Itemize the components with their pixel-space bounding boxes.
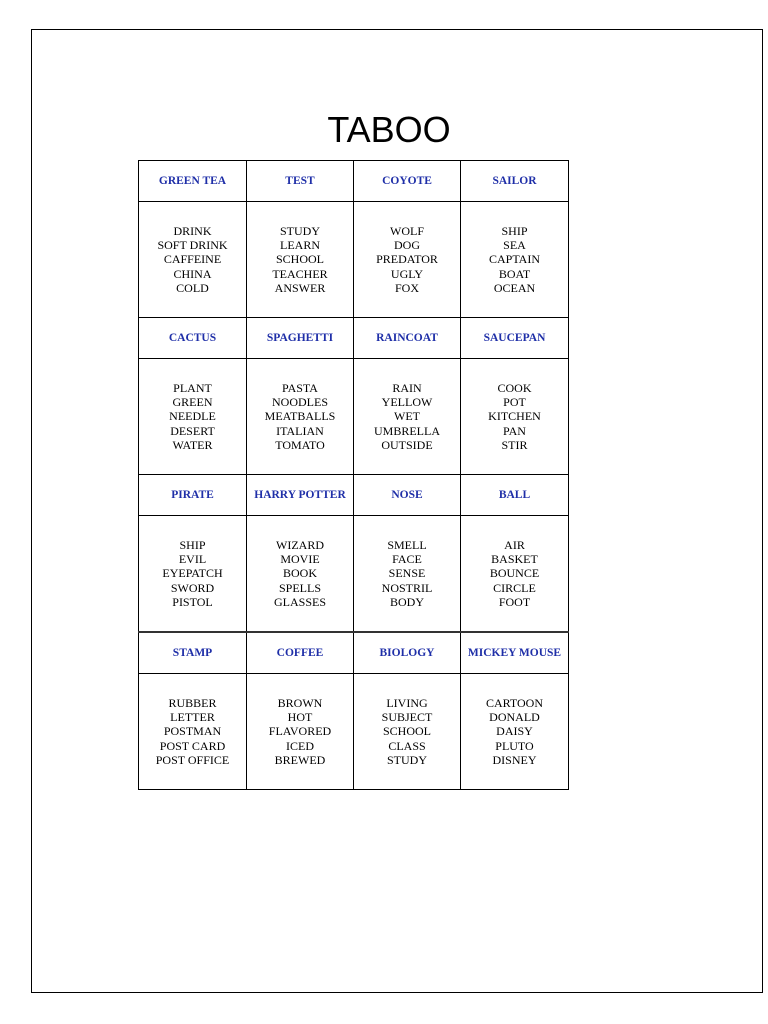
card-taboo-cell [461, 359, 569, 475]
taboo-word: BASKET [491, 552, 538, 567]
card-taboo-row [139, 674, 569, 790]
taboo-word-list [247, 224, 353, 295]
card-taboo-cell [247, 202, 354, 318]
taboo-word: POT [503, 395, 526, 410]
taboo-word: CARTOON [485, 695, 544, 710]
taboo-word: UGLY [390, 266, 424, 281]
card-taboo-row [139, 516, 569, 633]
taboo-word: CAFFEINE [163, 252, 222, 267]
taboo-word-list [247, 538, 353, 609]
guess-word: PIRATE [171, 489, 214, 501]
taboo-word: GLASSES [273, 594, 326, 609]
taboo-word-list [354, 224, 460, 295]
taboo-word-list [461, 696, 568, 767]
taboo-word: ITALIAN [276, 423, 324, 438]
taboo-word: DRINK [173, 223, 212, 238]
taboo-word: MOVIE [280, 552, 320, 567]
taboo-word: GREEN [172, 395, 213, 410]
taboo-word: POST OFFICE [155, 752, 230, 767]
taboo-word: RUBBER [168, 695, 217, 710]
taboo-word: POST CARD [159, 738, 226, 753]
taboo-word: LEARN [280, 238, 320, 253]
card-head-cell [461, 475, 569, 516]
card-head-cell [354, 475, 461, 516]
card-taboo-cell [247, 516, 354, 633]
taboo-word: FACE [392, 552, 422, 567]
taboo-word: DISNEY [492, 752, 537, 767]
taboo-word: SHIP [501, 223, 528, 238]
card-taboo-cell [247, 359, 354, 475]
taboo-word: UMBRELLA [374, 423, 440, 438]
taboo-word-list [354, 381, 460, 452]
card-taboo-cell [139, 359, 247, 475]
taboo-word: SPELLS [278, 580, 321, 595]
card-taboo-cell [461, 202, 569, 318]
taboo-word-list [354, 696, 460, 767]
taboo-word: HOT [287, 710, 313, 725]
taboo-word: PLANT [173, 380, 212, 395]
card-head-cell [247, 475, 354, 516]
taboo-word: BREWED [274, 752, 326, 767]
taboo-word: FOOT [498, 594, 531, 609]
taboo-word: BOOK [282, 566, 317, 581]
card-taboo-cell [139, 202, 247, 318]
taboo-word: WET [394, 409, 420, 424]
card-head-cell [354, 318, 461, 359]
guess-word: RAINCOAT [376, 332, 438, 344]
taboo-word: NOODLES [272, 395, 328, 410]
taboo-word: ICED [286, 738, 314, 753]
taboo-word: CIRCLE [493, 580, 536, 595]
guess-word: HARRY POTTER [254, 489, 346, 501]
taboo-word: SCHOOL [382, 724, 431, 739]
card-taboo-cell [247, 674, 354, 790]
taboo-word: SMELL [387, 537, 427, 552]
taboo-word: SWORD [170, 580, 215, 595]
taboo-word: STUDY [386, 752, 427, 767]
card-head-cell [139, 318, 247, 359]
taboo-word: EYEPATCH [162, 566, 223, 581]
taboo-word: CLASS [388, 738, 426, 753]
taboo-word: SHIP [179, 537, 206, 552]
taboo-word-list [139, 224, 246, 295]
taboo-word-list [247, 696, 353, 767]
taboo-word: OUTSIDE [381, 437, 433, 452]
taboo-word: DAISY [496, 724, 533, 739]
guess-word: GREEN TEA [158, 175, 227, 187]
taboo-word-list [139, 696, 246, 767]
card-head-cell [247, 161, 354, 202]
taboo-word: OCEAN [493, 280, 536, 295]
card-head-cell [354, 161, 461, 202]
taboo-word: LIVING [386, 695, 428, 710]
taboo-word: BOAT [498, 266, 531, 281]
guess-word: NOSE [391, 489, 423, 501]
card-head-cell [139, 632, 247, 674]
taboo-word: BOUNCE [489, 566, 540, 581]
taboo-word: TEACHER [272, 266, 328, 281]
taboo-word: STIR [501, 437, 528, 452]
card-head-cell [139, 475, 247, 516]
taboo-word: PASTA [282, 380, 318, 395]
taboo-word: CHINA [173, 266, 212, 281]
taboo-word: MEATBALLS [264, 409, 336, 424]
taboo-word: YELLOW [381, 395, 433, 410]
taboo-word: PLUTO [495, 738, 534, 753]
card-head-cell [247, 632, 354, 674]
taboo-word: SOFT DRINK [157, 238, 228, 253]
guess-word: CACTUS [168, 332, 217, 344]
taboo-word: TOMATO [275, 437, 325, 452]
taboo-word: NOSTRIL [381, 580, 433, 595]
taboo-word: KITCHEN [488, 409, 541, 424]
taboo-word-list [461, 224, 568, 295]
card-taboo-cell [139, 516, 247, 633]
taboo-word: COOK [497, 380, 532, 395]
card-taboo-cell [461, 516, 569, 633]
card-taboo-cell [354, 202, 461, 318]
taboo-word: STUDY [279, 223, 320, 238]
card-taboo-cell [354, 359, 461, 475]
card-head-cell [461, 318, 569, 359]
taboo-word: WATER [172, 437, 213, 452]
taboo-word: LETTER [170, 710, 215, 725]
taboo-word: RAIN [392, 380, 422, 395]
taboo-word-list [247, 381, 353, 452]
guess-word: TEST [285, 175, 315, 187]
taboo-word: ANSWER [274, 280, 326, 295]
taboo-word-list [354, 538, 460, 609]
taboo-word: CAPTAIN [488, 252, 541, 267]
guess-word: STAMP [172, 647, 213, 659]
card-head-cell [461, 632, 569, 674]
guess-word: COYOTE [382, 175, 432, 187]
page-title: TABOO [327, 109, 451, 150]
taboo-word: SUBJECT [381, 710, 433, 725]
taboo-word-list [461, 381, 568, 452]
taboo-word: NEEDLE [169, 409, 216, 424]
card-taboo-cell [139, 674, 247, 790]
taboo-word: DONALD [489, 710, 540, 725]
taboo-word: SCHOOL [275, 252, 324, 267]
taboo-word: SEA [503, 238, 526, 253]
taboo-word: PAN [503, 423, 526, 438]
card-taboo-row [139, 202, 569, 318]
taboo-word: BROWN [277, 695, 323, 710]
taboo-word: AIR [504, 537, 525, 552]
card-head-cell [247, 318, 354, 359]
taboo-word: EVIL [178, 552, 207, 567]
taboo-word: COLD [176, 280, 209, 295]
taboo-card-grid [138, 160, 569, 790]
taboo-word: WIZARD [276, 537, 324, 552]
taboo-word: BODY [389, 594, 424, 609]
taboo-word: PREDATOR [376, 252, 438, 267]
card-head-cell [354, 632, 461, 674]
guess-word: SPAGHETTI [266, 332, 334, 344]
taboo-word: SENSE [388, 566, 426, 581]
card-head-cell [139, 161, 247, 202]
guess-word: COFFEE [276, 647, 324, 659]
taboo-word-list [139, 538, 246, 609]
taboo-word: FOX [394, 280, 419, 295]
taboo-word: DESERT [170, 423, 215, 438]
card-header-row [139, 161, 569, 202]
card-header-row [139, 318, 569, 359]
card-head-cell [461, 161, 569, 202]
taboo-word-list [139, 381, 246, 452]
guess-word: BIOLOGY [379, 647, 435, 659]
taboo-word: FLAVORED [268, 724, 332, 739]
guess-word: SAUCEPAN [483, 332, 546, 344]
guess-word: MICKEY MOUSE [467, 647, 562, 659]
card-taboo-row [139, 359, 569, 475]
guess-word: BALL [498, 489, 531, 501]
guess-word: SAILOR [492, 175, 537, 187]
taboo-word: DOG [394, 238, 420, 253]
taboo-word: PISTOL [172, 594, 213, 609]
card-taboo-cell [461, 674, 569, 790]
taboo-word: WOLF [390, 223, 424, 238]
card-header-row [139, 475, 569, 516]
taboo-word-list [461, 538, 568, 609]
card-header-row [139, 632, 569, 674]
taboo-word: POSTMAN [163, 724, 222, 739]
card-taboo-cell [354, 674, 461, 790]
card-taboo-cell [354, 516, 461, 633]
